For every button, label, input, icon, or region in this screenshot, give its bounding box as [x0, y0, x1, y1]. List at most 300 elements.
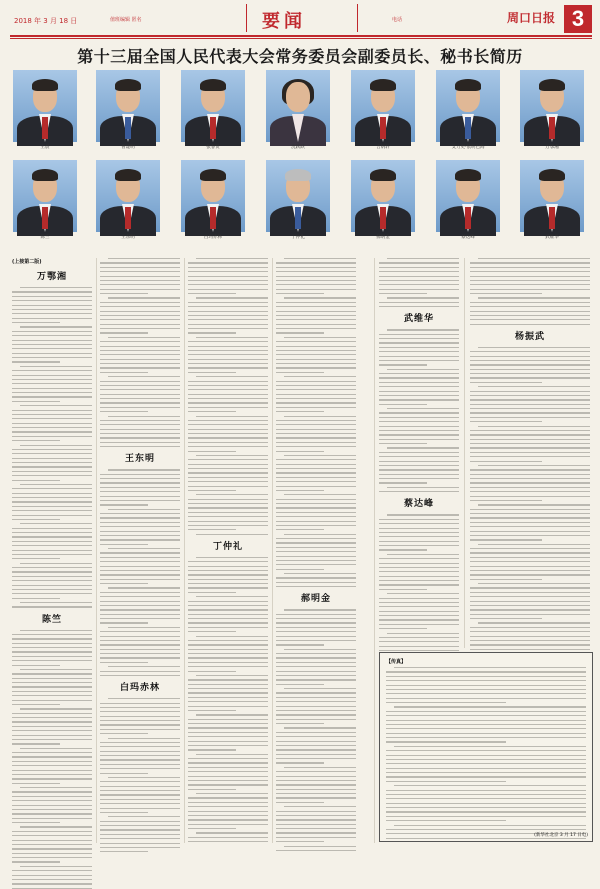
text-line — [188, 407, 268, 408]
text-line — [276, 459, 356, 460]
newspaper-logo: 周口日报 — [507, 11, 556, 25]
text-line — [386, 693, 586, 694]
text-line — [386, 750, 586, 751]
text-line — [379, 267, 459, 268]
text-line — [276, 538, 356, 539]
text-line — [20, 445, 92, 446]
text-line — [100, 764, 180, 765]
text-line — [379, 434, 459, 435]
text-line — [276, 793, 356, 794]
text-line — [12, 634, 92, 635]
portrait-caption: 艾力更·依明巴海 — [451, 145, 485, 150]
text-line — [470, 267, 590, 268]
text-line — [379, 523, 459, 524]
text-line — [188, 459, 268, 460]
text-line — [100, 389, 180, 390]
bio-name-heading: 丁仲礼 — [212, 541, 243, 552]
text-line — [188, 570, 268, 571]
text-line — [478, 465, 590, 466]
text-line — [196, 832, 268, 833]
text-line — [188, 490, 236, 491]
text-line — [188, 587, 268, 588]
text-line — [470, 618, 542, 619]
text-line — [276, 490, 324, 491]
text-line — [12, 593, 92, 594]
text-line — [196, 337, 268, 338]
text-line — [12, 335, 92, 336]
text-line — [379, 395, 459, 396]
text-line — [12, 879, 92, 880]
text-line — [276, 811, 356, 812]
text-line — [12, 453, 92, 454]
text-line — [196, 754, 268, 755]
text-line — [188, 692, 268, 693]
portrait-photo — [96, 160, 160, 232]
text-line — [386, 733, 586, 734]
text-line — [12, 291, 92, 292]
text-line — [100, 341, 180, 342]
text-line — [188, 592, 236, 593]
text-line — [470, 369, 590, 370]
text-line — [100, 851, 148, 852]
text-line — [276, 776, 356, 777]
text-line — [100, 605, 180, 606]
text-line — [284, 258, 356, 259]
text-line — [188, 319, 268, 320]
text-line — [276, 832, 356, 833]
text-line — [100, 398, 180, 399]
text-line — [276, 372, 324, 373]
text-line — [276, 841, 324, 842]
text-line — [188, 464, 268, 465]
text-line — [188, 741, 268, 742]
text-line — [100, 786, 180, 787]
text-line — [470, 579, 542, 580]
text-line — [276, 692, 356, 693]
text-line — [276, 407, 356, 408]
text-line — [188, 644, 268, 645]
text-line — [386, 781, 506, 782]
text-line — [188, 280, 268, 281]
text-line — [188, 662, 268, 663]
text-line — [100, 579, 180, 580]
text-line — [100, 649, 180, 650]
text-line — [12, 353, 92, 354]
text-line — [196, 494, 268, 495]
text-line — [188, 797, 268, 798]
text-line — [386, 724, 586, 725]
text-line — [276, 714, 356, 715]
text-line — [188, 688, 268, 689]
text-line — [470, 399, 590, 400]
text-line — [470, 417, 590, 418]
text-line — [12, 388, 92, 389]
text-line — [12, 379, 92, 380]
text-line — [470, 284, 590, 285]
text-line — [188, 381, 268, 382]
text-line — [188, 468, 268, 469]
text-line — [276, 569, 324, 570]
text-line — [387, 408, 459, 409]
text-line — [276, 451, 324, 452]
text-line — [470, 640, 590, 641]
text-line — [100, 496, 180, 497]
text-line — [387, 593, 459, 594]
text-line — [188, 306, 268, 307]
text-line — [470, 631, 590, 632]
text-line — [387, 487, 459, 488]
text-line — [12, 691, 92, 692]
text-line — [386, 685, 586, 686]
text-line — [379, 456, 459, 457]
text-line — [100, 755, 180, 756]
text-line — [276, 477, 356, 478]
text-line — [100, 843, 180, 844]
text-line — [470, 517, 590, 518]
text-line — [12, 396, 92, 397]
text-line — [276, 442, 356, 443]
text-line — [188, 566, 268, 567]
text-line — [12, 761, 92, 762]
text-line — [470, 262, 590, 263]
text-line — [276, 684, 324, 685]
text-line — [12, 370, 92, 371]
portrait-caption: 丁仲礼 — [291, 235, 305, 240]
text-line — [100, 733, 148, 734]
text-line — [470, 469, 590, 470]
text-line — [470, 412, 590, 413]
text-line — [196, 714, 268, 715]
text-line — [100, 552, 180, 553]
text-line — [276, 551, 356, 552]
text-line — [100, 724, 180, 725]
text-line — [188, 758, 268, 759]
text-line — [12, 392, 92, 393]
text-line — [12, 357, 92, 358]
text-line — [12, 466, 92, 467]
text-line — [12, 606, 92, 607]
text-line — [100, 526, 180, 527]
text-line — [379, 364, 427, 365]
text-line — [100, 293, 148, 294]
text-line — [284, 455, 356, 456]
text-line — [20, 602, 92, 603]
text-line — [276, 815, 356, 816]
bio-text — [379, 258, 459, 307]
text-line — [12, 506, 92, 507]
text-line — [100, 790, 180, 791]
text-line — [12, 796, 92, 797]
text-line — [188, 429, 268, 430]
text-line — [284, 337, 356, 338]
text-line — [12, 475, 92, 476]
text-line — [379, 576, 459, 577]
text-line — [100, 442, 180, 443]
text-line — [276, 754, 356, 755]
text-line — [12, 501, 92, 502]
text-line — [284, 534, 356, 535]
text-line — [470, 627, 590, 628]
text-line — [188, 622, 268, 623]
text-line — [12, 296, 92, 297]
text-line — [12, 571, 92, 572]
text-line — [100, 838, 180, 839]
text-line — [470, 587, 590, 588]
text-line — [478, 258, 590, 259]
text-line — [100, 773, 148, 774]
text-line — [276, 262, 356, 263]
text-line — [379, 417, 459, 418]
text-line — [470, 351, 590, 352]
text-line — [276, 280, 356, 281]
text-line — [100, 781, 180, 782]
text-line — [276, 328, 356, 329]
text-line — [100, 675, 180, 676]
text-line — [100, 601, 180, 602]
text-line — [470, 601, 590, 602]
text-line — [100, 267, 180, 268]
text-line — [196, 455, 268, 456]
text-line — [20, 866, 92, 867]
text-line — [20, 669, 92, 670]
text-line — [188, 424, 268, 425]
bio-text — [100, 258, 180, 447]
bio-text — [100, 469, 180, 676]
text-line — [100, 539, 180, 540]
text-line — [470, 302, 590, 303]
text-line — [276, 780, 356, 781]
continued-label: (上接第二版) — [12, 259, 42, 265]
text-line — [188, 666, 268, 667]
text-line — [276, 363, 356, 364]
text-line — [379, 628, 427, 629]
text-line — [188, 719, 268, 720]
bio-text — [100, 698, 180, 852]
text-line — [12, 410, 92, 411]
text-line — [379, 356, 459, 357]
text-line — [108, 738, 180, 739]
text-line — [100, 513, 180, 514]
bio-name-heading: 万鄂湘 — [36, 272, 67, 282]
text-line — [386, 737, 586, 738]
text-line — [386, 803, 586, 804]
text-line — [379, 342, 459, 343]
text-line — [12, 800, 92, 801]
text-line — [276, 819, 356, 820]
text-line — [188, 433, 268, 434]
text-line — [20, 405, 92, 406]
text-line — [276, 618, 356, 619]
text-line — [12, 440, 60, 441]
text-line — [188, 762, 268, 763]
text-line — [12, 580, 92, 581]
text-line — [100, 363, 180, 364]
text-line — [188, 649, 268, 650]
portrait-photo — [13, 70, 77, 142]
text-line — [188, 486, 268, 487]
text-line — [386, 671, 586, 672]
text-line — [100, 350, 180, 351]
text-line — [379, 461, 459, 462]
text-line — [276, 350, 356, 351]
text-line — [386, 829, 586, 830]
bio-name-heading: 郝明金 — [300, 594, 331, 605]
text-line — [12, 554, 92, 555]
text-line — [379, 302, 459, 303]
text-line — [12, 471, 92, 472]
text-line — [470, 461, 542, 462]
text-line — [276, 666, 356, 667]
text-line — [276, 486, 356, 487]
text-line — [188, 302, 268, 303]
text-line — [100, 707, 180, 708]
text-line — [276, 367, 356, 368]
text-line — [386, 798, 586, 799]
text-line — [20, 563, 92, 564]
text-line — [276, 394, 356, 395]
text-line — [276, 719, 356, 720]
commentary-box — [379, 652, 593, 842]
text-line — [188, 477, 268, 478]
text-line — [284, 806, 356, 807]
header-rule — [10, 35, 592, 37]
text-line — [276, 802, 324, 803]
text-line — [100, 276, 180, 277]
bio-text — [276, 609, 356, 851]
text-line — [100, 394, 180, 395]
text-line — [100, 794, 180, 795]
text-line — [284, 297, 356, 298]
portrait-caption: 吉炳轩 — [376, 145, 390, 150]
text-line — [100, 799, 180, 800]
text-line — [12, 414, 92, 415]
text-line — [108, 627, 180, 628]
text-line — [386, 790, 586, 791]
text-line — [188, 402, 268, 403]
text-line — [12, 805, 92, 806]
text-line — [470, 319, 590, 320]
text-line — [276, 346, 356, 347]
text-line — [188, 499, 268, 500]
text-line — [100, 437, 180, 438]
text-line — [108, 666, 180, 667]
text-line — [12, 717, 92, 718]
bio-name-heading: 杨振武 — [514, 331, 545, 342]
text-line — [276, 662, 356, 663]
text-line — [12, 883, 92, 884]
text-line — [188, 574, 268, 575]
text-line — [188, 732, 268, 733]
text-line — [100, 742, 180, 743]
text-line — [108, 297, 180, 298]
text-line — [188, 653, 268, 654]
text-line — [108, 337, 180, 338]
text-line — [100, 500, 180, 501]
text-line — [470, 373, 590, 374]
portrait-photo — [181, 70, 245, 142]
text-line — [100, 640, 180, 641]
text-line — [379, 528, 459, 529]
text-line — [12, 831, 92, 832]
text-line — [188, 784, 268, 785]
text-line — [188, 749, 236, 750]
text-line — [379, 377, 459, 378]
text-line — [276, 644, 324, 645]
text-line — [379, 606, 459, 607]
text-line — [276, 529, 324, 530]
text-line — [276, 723, 324, 724]
text-line — [188, 811, 268, 812]
text-line — [276, 706, 356, 707]
text-line — [386, 755, 586, 756]
text-line — [276, 741, 356, 742]
portrait-photo — [520, 160, 584, 232]
text-line — [100, 808, 180, 809]
text-line — [284, 688, 356, 689]
text-line — [379, 571, 459, 572]
text-line — [379, 589, 427, 590]
text-line — [12, 519, 60, 520]
text-line — [188, 841, 268, 842]
text-line — [12, 532, 92, 533]
text-line — [100, 522, 180, 523]
text-line — [100, 271, 180, 272]
page-number: 3 — [564, 5, 592, 33]
text-line — [276, 824, 356, 825]
text-line — [470, 531, 590, 532]
text-line — [276, 507, 356, 508]
text-line — [12, 730, 92, 731]
column-divider — [184, 258, 185, 843]
text-line — [386, 676, 586, 677]
bio-text — [12, 630, 92, 889]
text-line — [100, 446, 180, 447]
bio-text — [379, 329, 459, 492]
text-line — [12, 818, 92, 819]
text-line — [100, 614, 180, 615]
text-line — [188, 315, 268, 316]
text-line — [100, 381, 180, 382]
text-line — [100, 716, 180, 717]
text-line — [470, 360, 590, 361]
text-line — [188, 767, 268, 768]
text-line — [276, 468, 356, 469]
text-line — [470, 491, 590, 492]
text-line — [188, 614, 268, 615]
text-line — [470, 614, 590, 615]
portrait-caption: 曹建明 — [121, 145, 135, 150]
portrait-caption: 郝明金 — [376, 235, 390, 240]
text-line — [12, 427, 92, 428]
text-line — [188, 802, 268, 803]
text-line — [188, 472, 268, 473]
text-line — [276, 332, 324, 333]
text-line — [100, 284, 180, 285]
text-line — [379, 584, 459, 585]
text-line — [276, 564, 356, 565]
text-line — [379, 452, 459, 453]
text-line — [100, 487, 180, 488]
text-line — [276, 354, 356, 355]
text-line — [276, 784, 356, 785]
text-line — [188, 579, 268, 580]
text-line — [100, 821, 180, 822]
text-line — [276, 381, 356, 382]
text-line — [12, 462, 92, 463]
text-line — [188, 745, 268, 746]
portrait-caption: 沈跃跃 — [291, 145, 305, 150]
text-line — [386, 768, 586, 769]
